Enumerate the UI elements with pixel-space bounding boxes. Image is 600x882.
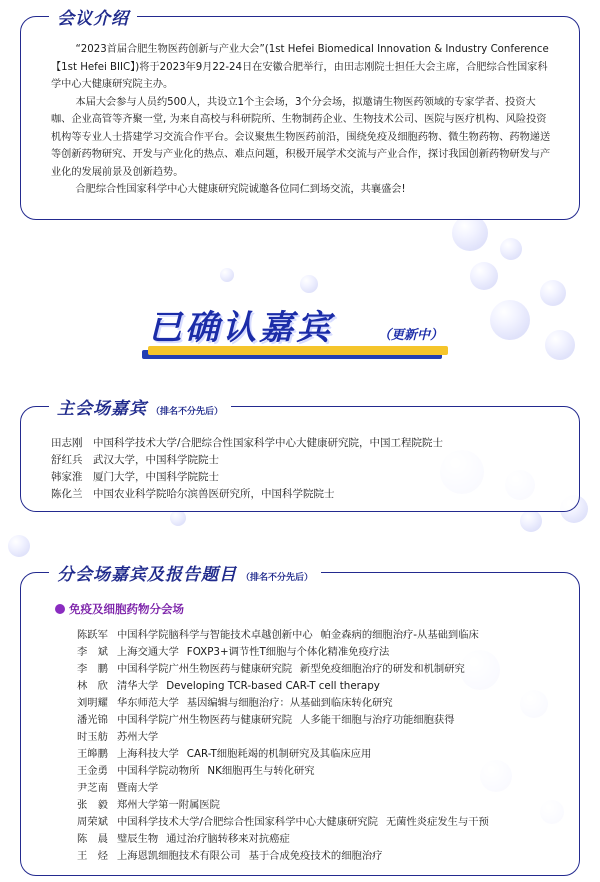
guest-row xyxy=(51,452,219,467)
sub-venue-card xyxy=(20,565,580,876)
speaker-name: 潘光锦 xyxy=(77,714,108,726)
intro-card xyxy=(20,9,580,220)
speaker-affiliation: 璧辰生物 xyxy=(117,833,159,845)
guest-row xyxy=(51,486,335,501)
sub-venue-title-text: 分会场嘉宾及报告题目 xyxy=(57,565,237,585)
headline-title: 已确认嘉宾 xyxy=(148,308,333,348)
guest-name: 田志刚 xyxy=(51,437,83,449)
speaker-row xyxy=(77,677,380,692)
main-venue-title xyxy=(49,394,231,419)
speaker-row xyxy=(77,830,290,845)
speaker-affiliation: 上海交通大学 xyxy=(117,646,179,658)
speaker-affiliation: 华东师范大学 xyxy=(117,697,179,709)
guest-row xyxy=(51,435,443,450)
speaker-name: 林 欣 xyxy=(77,680,108,692)
speaker-name: 李 鹏 xyxy=(77,663,108,675)
speaker-topic: NK细胞再生与转化研究 xyxy=(207,765,315,777)
sub-venue-note: （排名不分先后） xyxy=(241,573,314,583)
decor-bubble xyxy=(220,268,234,282)
decor-bubble xyxy=(300,275,318,293)
guest-name: 韩家淮 xyxy=(51,471,83,483)
speaker-affiliation: 中国科学院动物所 xyxy=(117,765,200,777)
speaker-row xyxy=(77,847,382,862)
decor-bubble xyxy=(452,215,488,251)
decor-bubble xyxy=(470,262,498,290)
speaker-topic: 基于合成免疫技术的细胞治疗 xyxy=(248,850,383,862)
speaker-topic: 基因编辑与细胞治疗：从基础到临床转化研究 xyxy=(186,697,393,709)
main-venue-card xyxy=(20,399,580,512)
intro-paragraph: 合肥综合性国家科学中心大健康研究院诚邀各位同仁到场交流，共襄盛会! xyxy=(75,184,406,195)
decor-bubble xyxy=(8,535,30,557)
speaker-name: 时玉舫 xyxy=(77,731,108,743)
speaker-topic: 通过治疗脑转移来对抗癌症 xyxy=(166,833,290,845)
speaker-topic: 无菌性炎症发生与干预 xyxy=(385,816,489,828)
speaker-topic: CAR-T细胞耗竭的机制研究及其临床应用 xyxy=(186,748,372,760)
speaker-affiliation: 上海科技大学 xyxy=(117,748,179,760)
speaker-row xyxy=(77,711,455,726)
speaker-name: 陈跃军 xyxy=(77,629,108,641)
speaker-row xyxy=(77,762,315,777)
main-venue-title-text: 主会场嘉宾 xyxy=(57,399,147,419)
speaker-name: 刘明耀 xyxy=(77,697,108,709)
speaker-name: 张 毅 xyxy=(77,799,108,811)
speaker-affiliation: 清华大学 xyxy=(117,680,159,692)
speaker-affiliation: 中国科学院脑科学与智能技术卓越创新中心 xyxy=(117,629,313,641)
intro-body xyxy=(51,41,553,199)
speaker-row xyxy=(77,660,465,675)
speaker-topic: 新型免疫细胞治疗的研发和机制研究 xyxy=(300,663,465,675)
speaker-topic: 人多能干细胞与治疗功能细胞获得 xyxy=(300,714,455,726)
intro-paragraph: 本届大会参与人员约500人，共设立1个主会场，3个分会场，拟邀请生物医药领域的专家学者、投资大咖、企业高管等齐聚一堂, 为来自高校与科研院所、生物制药企业、生物技术公司、医院与医疗机构、风险投资机构等专业人士搭建学习交流合作平台。会议聚焦生物医药前沿，围绕免疫及细胞药物、微生物药物、药物递送等创新药物研究、开发与产业化的热点、难点问题，积极开展学术交流与产业合作，探讨我国创新药物研发与产业化的发展前景及创新趋势。 xyxy=(51,96,551,178)
main-venue-note: （排名不分先后） xyxy=(151,407,224,417)
speaker-row xyxy=(77,745,371,760)
speaker-row xyxy=(77,779,158,794)
guest-name: 陈化兰 xyxy=(51,488,83,500)
speaker-name: 王 烃 xyxy=(77,850,108,862)
intro-title-text: 会议介绍 xyxy=(57,9,129,29)
speaker-row xyxy=(77,643,389,658)
intro-paragraph: “2023首届合肥生物医药创新与产业大会”(1st Hefei Biomedical Innovation & Industry Conference【1st Hefei BIIC】)将于2023年9月22-24日在安徽合肥举行，由田志刚院士担任大会主席，合肥综合性国家科学中心大健康研究院主办。 xyxy=(51,44,549,90)
speaker-affiliation: 暨南大学 xyxy=(117,782,159,794)
speaker-affiliation: 郑州大学第一附属医院 xyxy=(117,799,220,811)
speaker-name: 王金勇 xyxy=(77,765,108,777)
confirmed-guests-banner xyxy=(0,300,600,360)
speaker-affiliation: 上海恩凯细胞技术有限公司 xyxy=(117,850,241,862)
speaker-name: 周荣斌 xyxy=(77,816,108,828)
guest-name: 舒红兵 xyxy=(51,454,83,466)
intro-title xyxy=(49,4,137,29)
speaker-affiliation: 中国科学院广州生物医药与健康研究院 xyxy=(117,714,293,726)
speaker-affiliation: 苏州大学 xyxy=(117,731,159,743)
decor-bubble xyxy=(500,238,522,260)
speaker-name: 王皞鹏 xyxy=(77,748,108,760)
speaker-name: 陈 晨 xyxy=(77,833,108,845)
guest-affiliation: 中国科学技术大学/合肥综合性国家科学中心大健康研究院，中国工程院院士 xyxy=(93,437,444,449)
guest-row xyxy=(51,469,219,484)
headline-subtitle: （更新中） xyxy=(378,328,444,343)
decor-bubble xyxy=(170,510,186,526)
speaker-topic: FOXP3+调节性T细胞与个体化精准免疫疗法 xyxy=(186,646,390,658)
sub-venue-title xyxy=(49,560,321,585)
guest-affiliation: 中国农业科学院哈尔滨兽医研究所，中国科学院院士 xyxy=(93,488,335,500)
guest-affiliation: 厦门大学，中国科学院院士 xyxy=(93,471,219,483)
speaker-affiliation: 中国科学院广州生物医药与健康研究院 xyxy=(117,663,293,675)
session-bullet-icon xyxy=(55,604,65,614)
speaker-row xyxy=(77,626,479,641)
speaker-row xyxy=(77,813,489,828)
speaker-row xyxy=(77,728,158,743)
speaker-topic: Developing TCR-based CAR-T cell therapy xyxy=(166,680,380,692)
decor-bubble xyxy=(520,510,542,532)
speaker-name: 李 斌 xyxy=(77,646,108,658)
speaker-affiliation: 中国科学技术大学/合肥综合性国家科学中心大健康研究院 xyxy=(117,816,378,828)
speaker-row xyxy=(77,796,220,811)
speaker-name: 尹芝南 xyxy=(77,782,108,794)
speaker-topic: 帕金森病的细胞治疗-从基础到临床 xyxy=(320,629,479,641)
guest-affiliation: 武汉大学，中国科学院院士 xyxy=(93,454,219,466)
speaker-row xyxy=(77,694,393,709)
session-title: 免疫及细胞药物分会场 xyxy=(69,602,184,616)
